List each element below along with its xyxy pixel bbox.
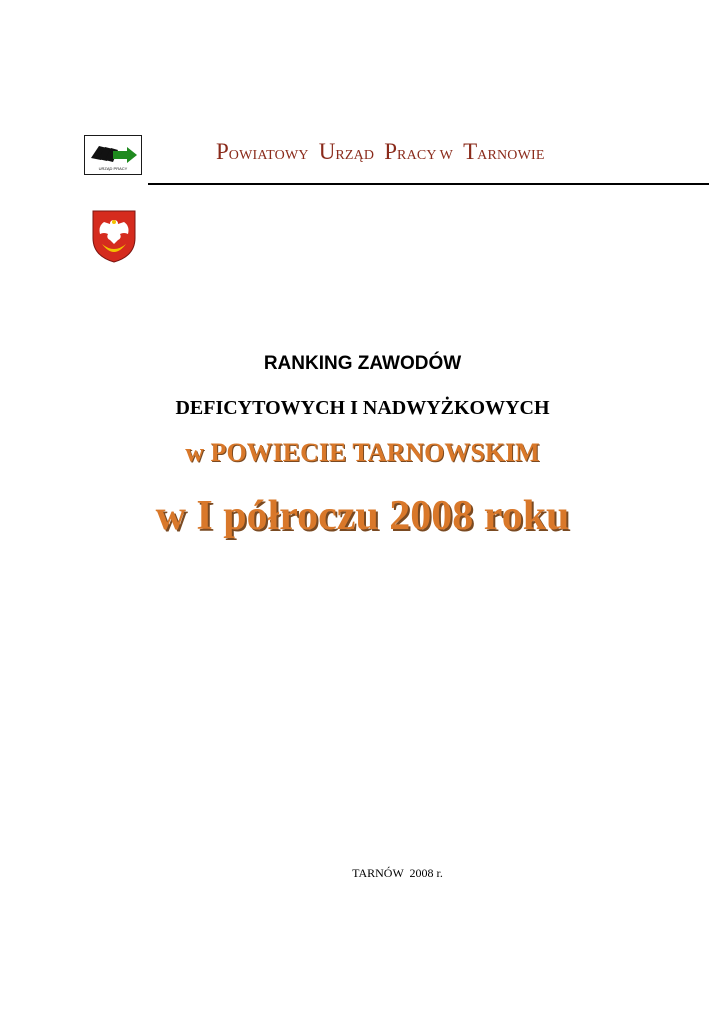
logo-arrow-icon bbox=[113, 147, 137, 163]
coat-of-arms-icon bbox=[90, 208, 138, 264]
eagle-crown-icon bbox=[112, 220, 116, 224]
logo-caption: URZĄD PRACY bbox=[98, 166, 128, 171]
urzad-pracy-logo-graphic bbox=[85, 136, 141, 174]
header-word-3: PRACY W bbox=[384, 139, 454, 164]
urzad-pracy-logo bbox=[84, 135, 142, 175]
office-name-header bbox=[216, 140, 551, 163]
header-word-4: TARNOWIE bbox=[463, 139, 545, 164]
document-title-line-4: w I półroczu 2008 roku bbox=[155, 493, 570, 539]
document-title-line-1: RANKING ZAWODÓW bbox=[263, 353, 462, 374]
coat-of-arms-graphic bbox=[90, 208, 138, 264]
document-title-line-2: DEFICYTOWYCH I NADWYŻKOWYCH bbox=[175, 397, 550, 419]
header-divider bbox=[148, 183, 709, 185]
place-and-year: TARNÓW 2008 r. bbox=[352, 866, 443, 880]
document-title-line-3: w POWIECIE TARNOWSKIM bbox=[185, 438, 540, 467]
header-word-1: POWIATOWY bbox=[216, 139, 309, 164]
header-word-2: URZĄD bbox=[318, 139, 375, 164]
